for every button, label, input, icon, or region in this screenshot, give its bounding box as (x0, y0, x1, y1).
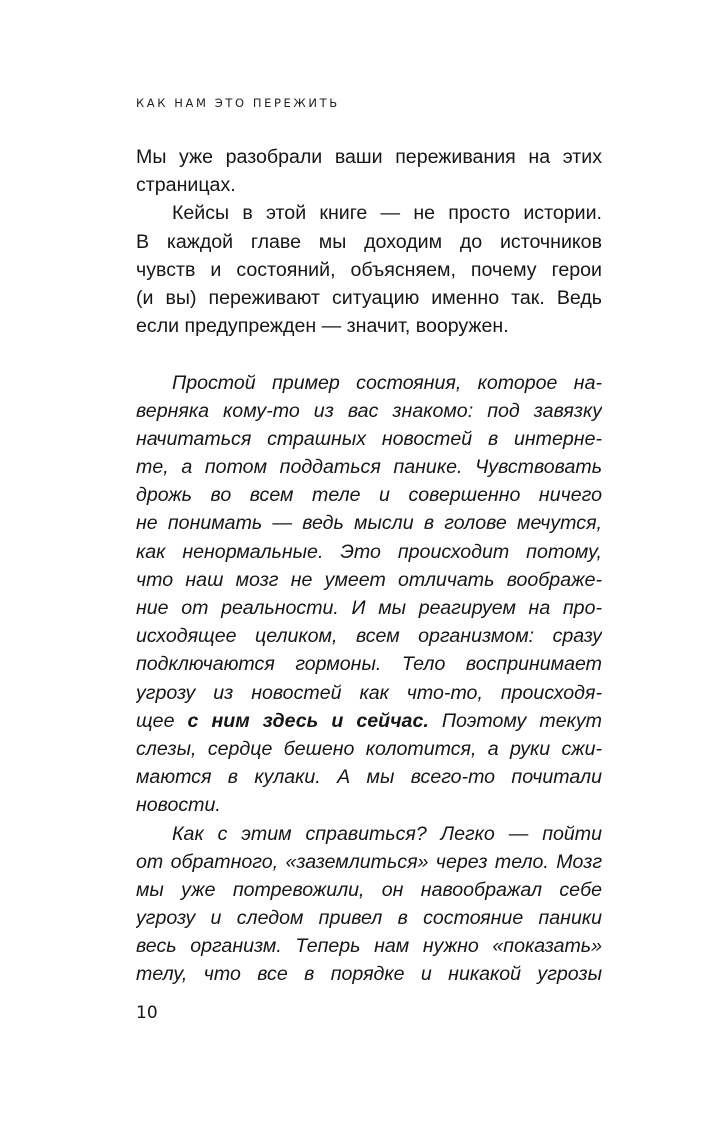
running-head: КАК НАМ ЭТО ПЕРЕЖИТЬ (136, 96, 340, 110)
text-line: угрозу из новостей как что-то, происходя- (136, 681, 602, 704)
text-fragment: Поэтому текут (428, 709, 602, 732)
text-line: что наш мозг не умеет отличать воображе- (136, 568, 602, 591)
text-line: Мы уже разобрали ваши переживания на этих (136, 146, 602, 168)
text-line: подключаются гормоны. Тело воспринимает (136, 653, 602, 676)
text-line: маются в кулаки. А мы всего-то почитали (136, 766, 602, 789)
text-line: если предупрежден — значит, вооружен. (136, 315, 509, 338)
text-line: не понимать — ведь мысли в голове мечутся, (136, 512, 602, 535)
text-line: слезы, сердце бешено колотится, а руки сжи- (136, 737, 602, 760)
text-line: те, а потом поддаться панике. Чувствовать (136, 456, 602, 479)
text-line-with-emphasis (136, 707, 602, 735)
text-line: В каждой главе мы доходим до источников (136, 230, 602, 253)
text-line: угрозу и следом привел в состояние паники (136, 907, 602, 930)
paragraph-gap (136, 340, 602, 368)
text-line: Кейсы в этой книге — не просто истории. (172, 202, 602, 225)
text-line: Как с этим справиться? Легко — пойти (172, 822, 602, 845)
text-line: от обратного, «заземлиться» через тело. Мозг (136, 850, 602, 873)
text-line: мы уже потревожили, он навоображал себе (136, 878, 602, 901)
text-line: страницах. (136, 174, 236, 197)
text-line: как ненормальные. Это происходит потому, (136, 540, 602, 563)
text-line: дрожь во всем теле и совершенно ничего (136, 484, 602, 507)
text-line: начитаться страшных новостей в интерне- (136, 427, 602, 450)
text-line: телу, что все в порядке и никакой угрозы (136, 963, 602, 986)
page-number: 10 (136, 1003, 158, 1023)
text-line: Простой пример состояния, которое на- (172, 371, 602, 394)
text-line: верняка кому-то из вас знакомо: под завязку (136, 399, 602, 422)
text-line: исходящее целиком, всем организмом: сразу (136, 625, 602, 648)
text-line: весь организм. Теперь нам нужно «показать» (136, 935, 602, 958)
text-fragment: щее (136, 709, 188, 732)
text-line: чувств и состояний, объясняем, почему герои (136, 258, 602, 281)
body-text (136, 143, 602, 989)
text-line: ние от реальности. И мы реагируем на про- (136, 597, 602, 619)
text-line: (и вы) переживают ситуацию именно так. Ведь (136, 286, 602, 309)
text-line: новости. (136, 794, 221, 817)
emphasis-text: с ним здесь и сейчас. (187, 709, 429, 732)
